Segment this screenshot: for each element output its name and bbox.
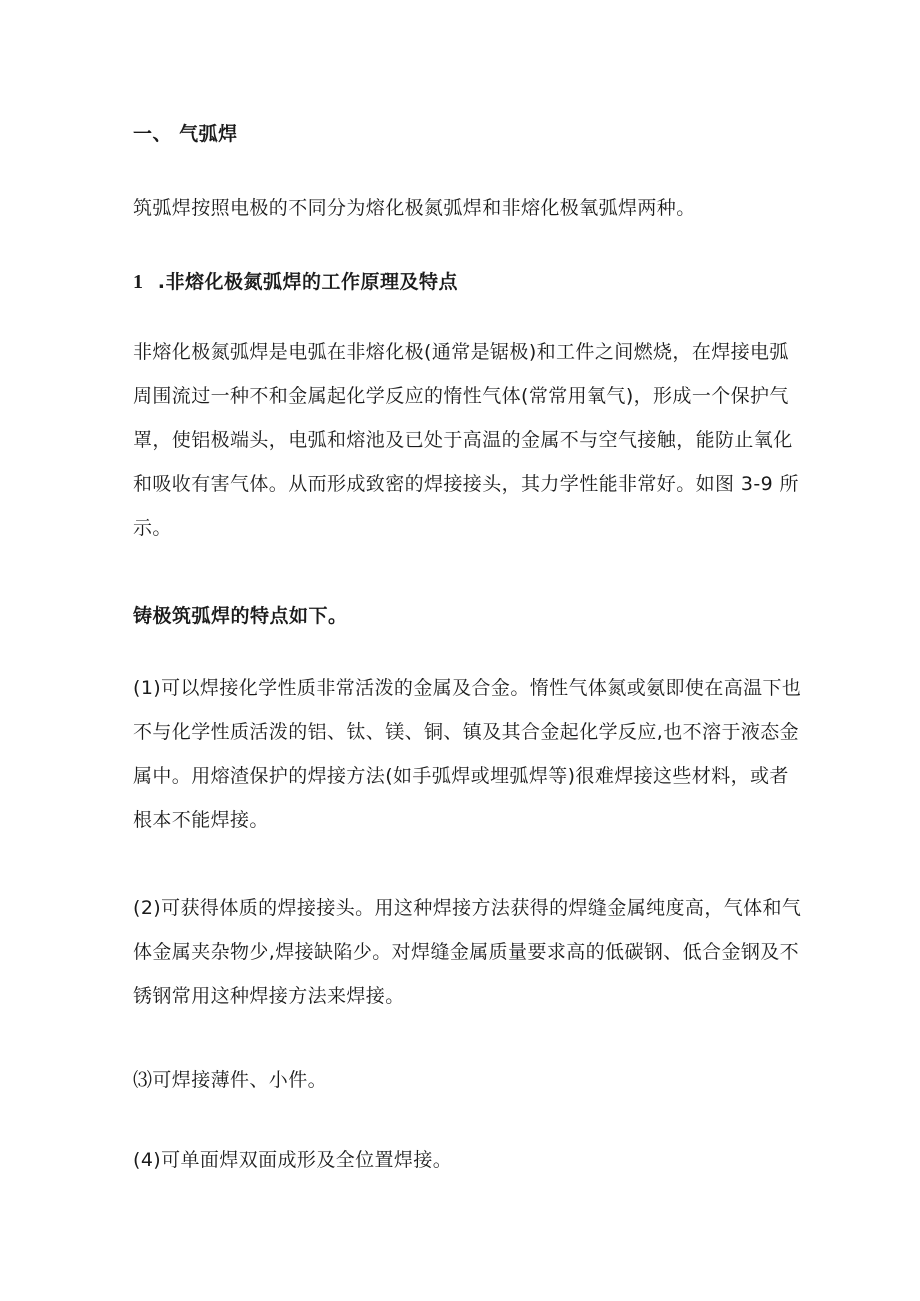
subsection-number: 1 [133, 271, 144, 293]
section-title: 一、 气弧焊 [133, 123, 238, 145]
features-heading: 铸极筑弧焊的特点如下。 [133, 605, 348, 627]
principle-paragraph: 非熔化极氮弧焊是电弧在非熔化极(通常是锯极)和工件之间燃烧，在焊接电弧周围流过一种不和金属起化学反应的惰性气体(常常用氧气)，形成一个保护气罩，使铝极端头，电弧和熔池及已处于高温的金属不与空气接触，能防止氧化和吸收有害气体。从而形成致密的焊接接头，其力学性能非常好。如图 3-9 所示。 [133, 341, 799, 539]
intro-paragraph: 筑弧焊按照电极的不同分为熔化极氮弧焊和非熔化极氧弧焊两种。 [133, 197, 696, 219]
feature-item-3: ⑶可焊接薄件、小件。 [133, 1069, 328, 1091]
subsection-title: .非熔化极氮弧焊的工作原理及特点 [157, 271, 458, 293]
feature-item-4: (4)可单面焊双面成形及全位置焊接。 [133, 1149, 453, 1171]
feature-item-2: (2)可获得体质的焊接接头。用这种焊接方法获得的焊缝金属纯度高，气体和气体金属夹杂物少,焊接缺陷少。对焊缝金属质量要求高的低碳钢、低合金钢及不锈钢常用这种焊接方法来焊接。 [133, 897, 802, 1007]
subsection-heading [133, 268, 803, 296]
feature-item-1: (1)可以焊接化学性质非常活泼的金属及合金。惰性气体氮或氨即使在高温下也不与化学性质活泼的铝、钛、镁、铜、镇及其合金起化学反应,也不溶于液态金属中。用熔渣保护的焊接方法(如手弧焊或埋弧焊等)很难焊接这些材料，或者根本不能焊接。 [133, 677, 802, 831]
